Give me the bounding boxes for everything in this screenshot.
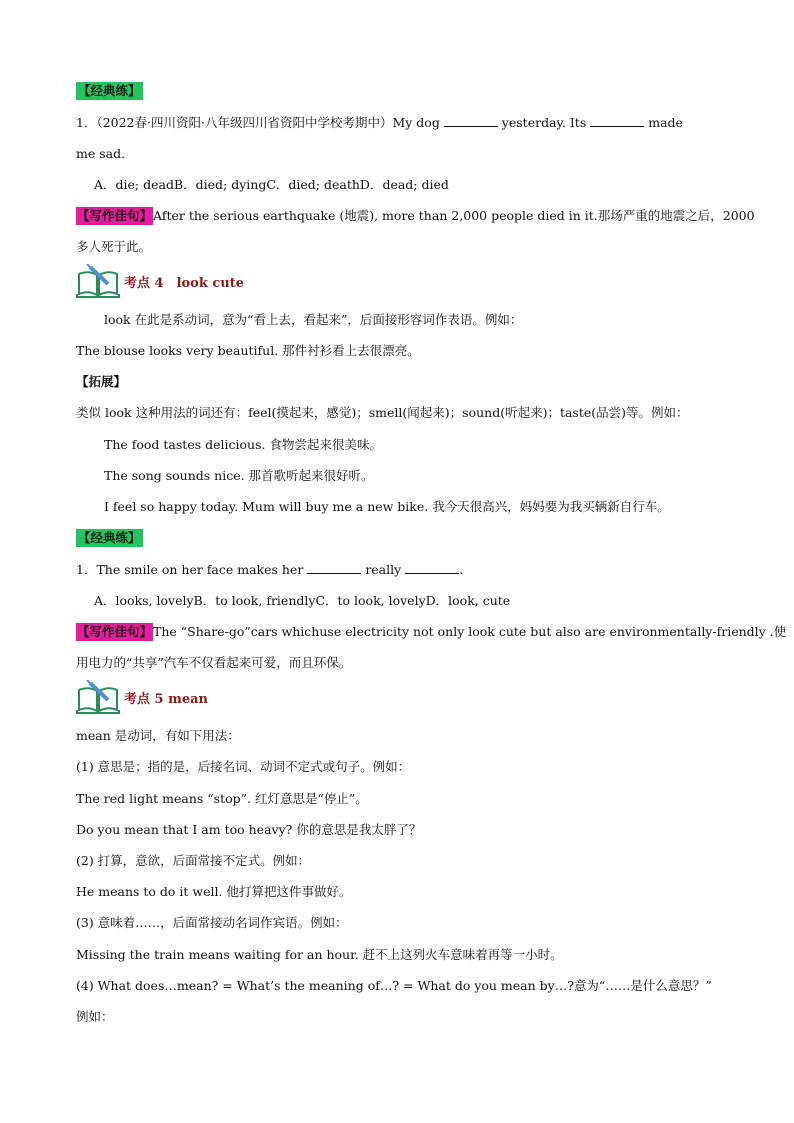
expand-example-3: I feel so happy today. Mum will buy me a new bike. 我今天很高兴，妈妈要为我买辆新自行车。 xyxy=(104,499,670,514)
classic-practice-heading xyxy=(76,82,734,100)
classic-practice-label: 【经典练】 xyxy=(78,530,141,545)
usage-3-example: Missing the train means waiting for an hour. 赶不上这列火车意味着再等一小时。 xyxy=(76,947,563,962)
point-4-desc: look 在此是系动词，意为“看上去，看起来”，后面接形容词作表语。例如： xyxy=(104,312,523,327)
question-1-options: A．die; deadB．died; dyingC．died; deathD．dead; died xyxy=(94,177,449,192)
question-mid: yesterday. Its xyxy=(501,115,587,130)
question-end: made xyxy=(648,115,683,130)
usage-3: (3) 意味着……，后面常接动名词作宾语。例如： xyxy=(76,915,348,930)
usage-1-example-2: Do you mean that I am too heavy? 你的意思是我太胖了？ xyxy=(76,822,422,837)
writing-sentence-2-line2: 用电力的“共享”汽车不仅看起来可爱，而且环保。 xyxy=(76,655,352,670)
point-5-intro: mean 是动词，有如下用法： xyxy=(76,728,240,743)
expand-example-1: The food tastes delicious. 食物尝起来很美味。 xyxy=(104,437,382,452)
point-4-example: The blouse looks very beautiful. 那件衬衫看上去很漂亮。 xyxy=(76,343,420,358)
question-number: 1． xyxy=(76,562,97,577)
point-5-title: 考点 5 mean xyxy=(124,692,208,707)
book-pencil-icon xyxy=(76,264,120,298)
writing-text: After the serious earthquake (地震), more than 2,000 people died in it.那场严重的地震之后，2000 xyxy=(153,208,755,223)
usage-1-example-1: The red light means “stop”. 红灯意思是“停止”。 xyxy=(76,791,368,806)
writing-text: The “Share-go”cars whichuse electricity not only look cute but also are environmentally-friendly .使 xyxy=(153,624,787,639)
answer-blank[interactable] xyxy=(307,561,361,574)
classic-practice-heading-2 xyxy=(76,529,734,547)
question-2 xyxy=(76,561,734,579)
classic-practice-label: 【经典练】 xyxy=(78,83,141,98)
writing-sentence-2 xyxy=(76,623,787,641)
usage-4: (4) What does…mean? = What’s the meaning of…? = What do you mean by…?意为“……是什么意思？” xyxy=(76,978,712,993)
question-mid: really xyxy=(365,562,402,577)
usage-2-example: He means to do it well. 他打算把这件事做好。 xyxy=(76,884,352,899)
writing-sentence-1-line2: 多人死于此。 xyxy=(76,239,152,254)
book-pencil-icon xyxy=(76,680,120,714)
question-2-options: A．looks, lovelyB．to look, friendlyC．to look, lovelyD．look, cute xyxy=(94,593,511,608)
question-start: The smile on her face makes her xyxy=(96,562,304,577)
question-source: （2022春·四川资阳·八年级四川省资阳中学校考期中）My dog xyxy=(96,115,440,130)
writing-label: 【写作佳句】 xyxy=(77,624,153,639)
answer-blank[interactable] xyxy=(590,114,644,127)
expand-example-2: The song sounds nice. 那首歌听起来很好听。 xyxy=(104,468,374,483)
point-4-title: 考点 4 look cute xyxy=(124,276,245,291)
usage-4-example: 例如： xyxy=(76,1009,114,1024)
usage-1: (1) 意思是；指的是，后接名词、动词不定式或句子。例如： xyxy=(76,759,411,774)
question-1 xyxy=(76,114,734,132)
writing-label: 【写作佳句】 xyxy=(77,208,153,223)
expand-heading: 【拓展】 xyxy=(76,374,127,389)
answer-blank[interactable] xyxy=(405,561,459,574)
usage-2: (2) 打算，意欲，后面常接不定式。例如： xyxy=(76,853,311,868)
question-end: . xyxy=(459,562,464,577)
writing-sentence-1 xyxy=(76,207,755,225)
question-number: 1． xyxy=(76,115,97,130)
answer-blank[interactable] xyxy=(444,114,498,127)
expand-intro: 类似 look 这种用法的词还有：feel(摸起来，感觉)；smell(闻起来)；sound(听起来)；taste(品尝)等。例如： xyxy=(76,405,689,420)
question-1-line2: me sad. xyxy=(76,146,126,161)
